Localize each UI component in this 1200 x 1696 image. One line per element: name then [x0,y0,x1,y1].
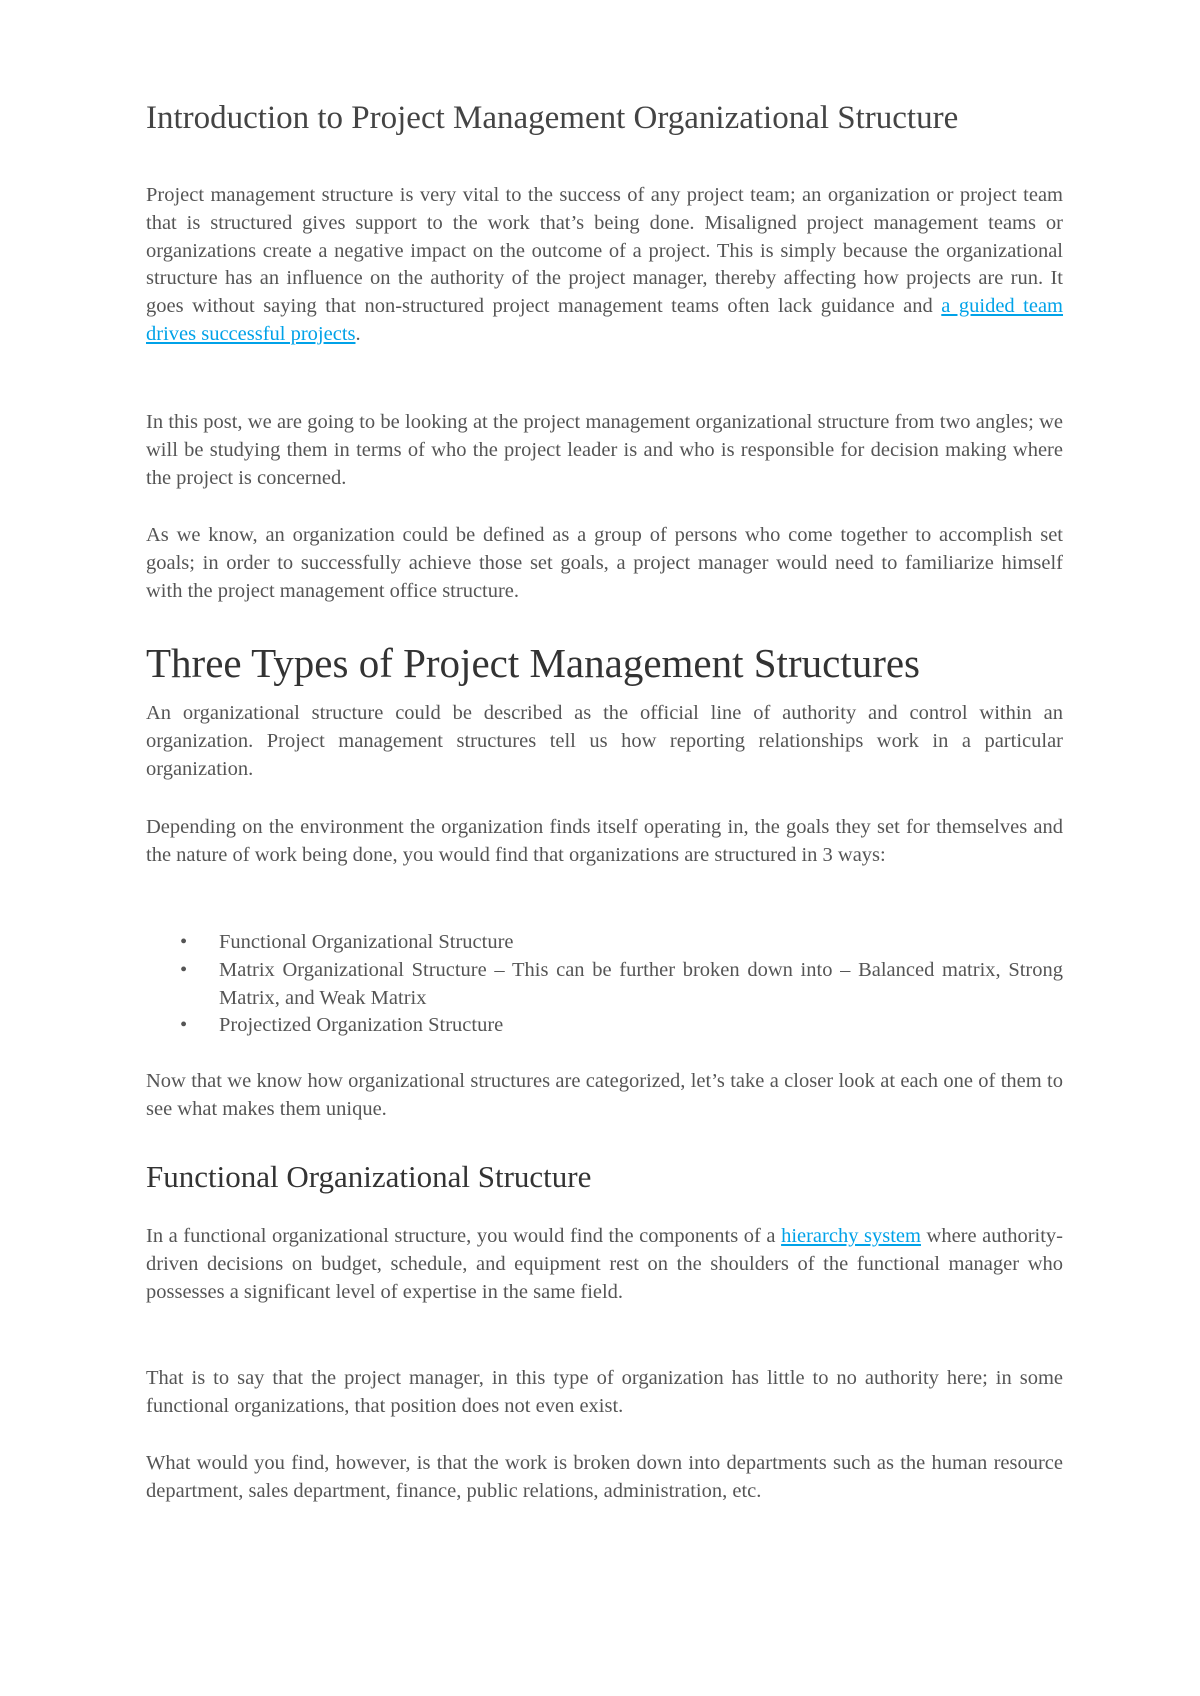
document-title-block [146,98,1063,138]
types-paragraph-1 [146,700,1063,783]
functional-paragraph-1 [146,1223,1063,1306]
intro-p3: As we know, an organization could be defined as a group of persons who come together to accomplish set goals; in order to successfully achieve those set goals, a project manager would need to familiarize himself with the project management office structure. [146,524,1063,602]
intro-p2: In this post, we are going to be looking at the project management organizational structure from two angles; we will be studying them in terms of who the project leader is and who is responsible for decision making where the project is concerned. [146,411,1063,489]
functional-paragraph-2 [146,1365,1063,1421]
functional-paragraph-3 [146,1450,1063,1506]
functional-heading-block [146,1158,1063,1196]
functional-p1-start: In a functional organizational structure, you would find the components of a [146,1225,782,1247]
functional-p1-end: where authority-driven decisions on budget, schedule, and equipment rest on the shoulders of the functional manager who possesses a significant level of expertise in the same field. [146,1225,1064,1303]
intro-paragraph-1 [146,182,1063,349]
structure-types-list [146,929,1063,1040]
functional-p3: What would you find, however, is that the work is broken down into departments such as the human resource department, sales department, finance, public relations, administration, etc. [146,1452,1063,1502]
types-p3: Now that we know how organizational structures are categorized, let’s take a closer look at each one of them to see what makes them unique. [146,1070,1063,1120]
list-item: • Functional Organizational Structure [146,929,1063,957]
types-p2: Depending on the environment the organization finds itself operating in, the goals they set for themselves and the nature of work being done, you would find that organizations are structured in 3 ways: [146,816,1063,866]
intro-p1-text: Project management structure is very vital to the success of any project team; an organization or project team that is structured gives support to the work that’s being done. Misaligned project management teams or organizations create a negative impact on the outcome of a project. This is simply because the organizational structure has an influence on the authority of the project manager, thereby affecting how projects are run. It goes without saying that non-structured project management teams often lack guidance and [146,184,1063,318]
intro-paragraph-2 [146,409,1063,492]
types-paragraph-2 [146,814,1063,870]
functional-heading: Functional Organizational Structure [146,1159,592,1194]
list-item: • Projectized Organization Structure [146,1012,1063,1040]
list-item: • Matrix Organizational Structure – This can be further broken down into – Balanced matrix, Strong Matrix, and Weak Matrix [146,957,1063,1013]
functional-p2: That is to say that the project manager, in this type of organization has little to no authority here; in some functional organizations, that position does not even exist. [146,1367,1063,1417]
types-heading-block [146,639,1063,687]
types-heading: Three Types of Project Management Structures [146,640,920,686]
document-title: Introduction to Project Management Organizational Structure [146,100,959,136]
types-paragraph-3 [146,1068,1063,1124]
guided-team-link[interactable]: a guided team drives successful projects [146,295,1064,345]
period: . [355,322,361,345]
types-p1: An organizational structure could be described as the official line of authority and control within an organization. Project management structures tell us how reporting relationships work in a particular organization. [146,702,1063,780]
intro-paragraph-3 [146,522,1063,605]
hierarchy-system-link[interactable]: hierarchy system [781,1225,921,1247]
